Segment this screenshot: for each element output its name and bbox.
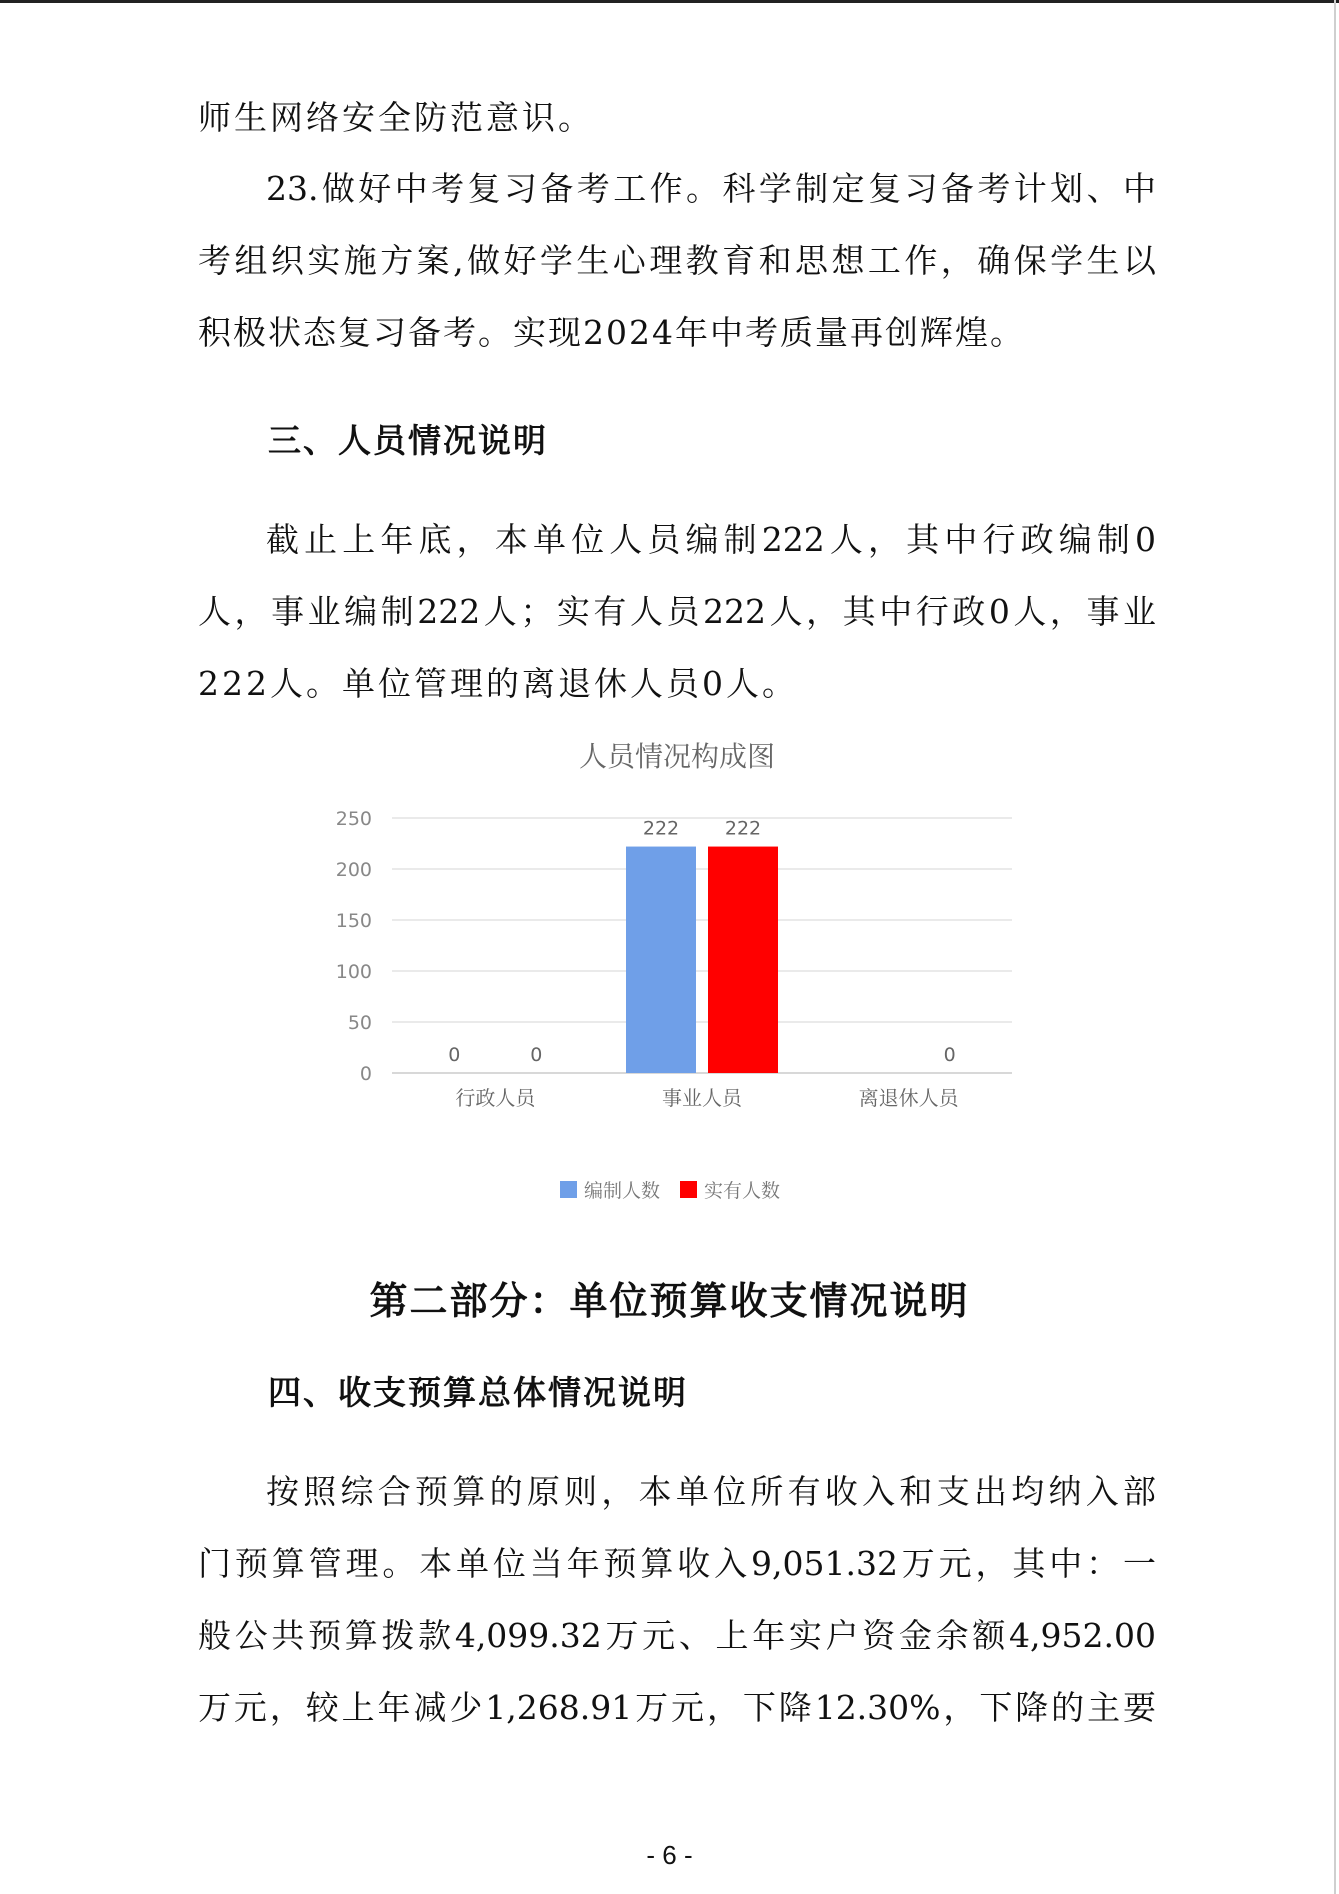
- top-border: [0, 0, 1339, 3]
- data-label: 0: [530, 1044, 543, 1066]
- paragraph-line: 门预算管理。本单位当年预算收入9,051.32万元，其中：一: [198, 1544, 1156, 1583]
- x-tick-label: 行政人员: [455, 1086, 536, 1110]
- chart-gridlines: [392, 818, 1012, 1073]
- section-heading: 三、人员情况说明: [268, 421, 548, 460]
- data-label: 0: [943, 1044, 956, 1066]
- bar: [708, 847, 778, 1073]
- part-heading: 第二部分：单位预算收支情况说明: [369, 1279, 970, 1323]
- data-label: 222: [642, 817, 680, 840]
- legend-label: 编制人数: [584, 1180, 661, 1202]
- legend-label: 实有人数: [704, 1180, 781, 1202]
- personnel-bar-chart: [320, 730, 1020, 1220]
- y-tick-label: 200: [335, 859, 372, 881]
- y-tick-label: 50: [347, 1012, 372, 1034]
- paragraph-line: 师生网络安全防范意识。: [198, 98, 594, 137]
- chart-x-axis: [455, 1086, 960, 1110]
- y-tick-label: 150: [335, 910, 372, 932]
- chart-legend: [560, 1180, 780, 1202]
- right-border: [1334, 0, 1336, 1894]
- section-heading: 四、收支预算总体情况说明: [268, 1373, 688, 1412]
- legend-swatch: [680, 1181, 697, 1198]
- x-tick-label: 事业人员: [662, 1086, 742, 1110]
- paragraph-line: 积极状态复习备考。实现2024年中考质量再创辉煌。: [198, 313, 1025, 352]
- paragraph-line: 考组织实施方案,做好学生心理教育和思想工作，确保学生以: [198, 241, 1156, 280]
- y-tick-label: 100: [335, 961, 372, 983]
- paragraph-line: 人，事业编制222人；实有人员222人，其中行政0人，事业: [198, 592, 1156, 631]
- chart-y-axis: [336, 808, 372, 1085]
- bar: [626, 847, 696, 1073]
- chart-bars: [626, 847, 778, 1073]
- paragraph-line: 23.做好中考复习备考工作。科学制定复习备考计划、中: [266, 169, 1156, 208]
- paragraph-line: 万元，较上年减少1,268.91万元，下降12.30%，下降的主要: [198, 1688, 1156, 1727]
- paragraph-line: 截止上年底，本单位人员编制222人，其中行政编制0: [266, 520, 1156, 559]
- y-tick-label: 0: [359, 1063, 372, 1085]
- data-label: 222: [724, 817, 762, 840]
- y-tick-label: 250: [335, 808, 372, 830]
- x-tick-label: 离退休人员: [858, 1086, 959, 1110]
- page-number: - 6 -: [646, 1840, 693, 1870]
- chart-data-labels: [448, 818, 955, 1066]
- paragraph-line: 按照综合预算的原则，本单位所有收入和支出均纳入部: [266, 1472, 1156, 1511]
- data-label: 0: [448, 1044, 461, 1066]
- chart-title: 人员情况构成图: [578, 740, 776, 773]
- paragraph-line: 般公共预算拨款4,099.32万元、上年实户资金余额4,952.00: [198, 1616, 1156, 1655]
- legend-swatch: [560, 1181, 577, 1198]
- paragraph-line: 222人。单位管理的离退休人员0人。: [198, 664, 798, 703]
